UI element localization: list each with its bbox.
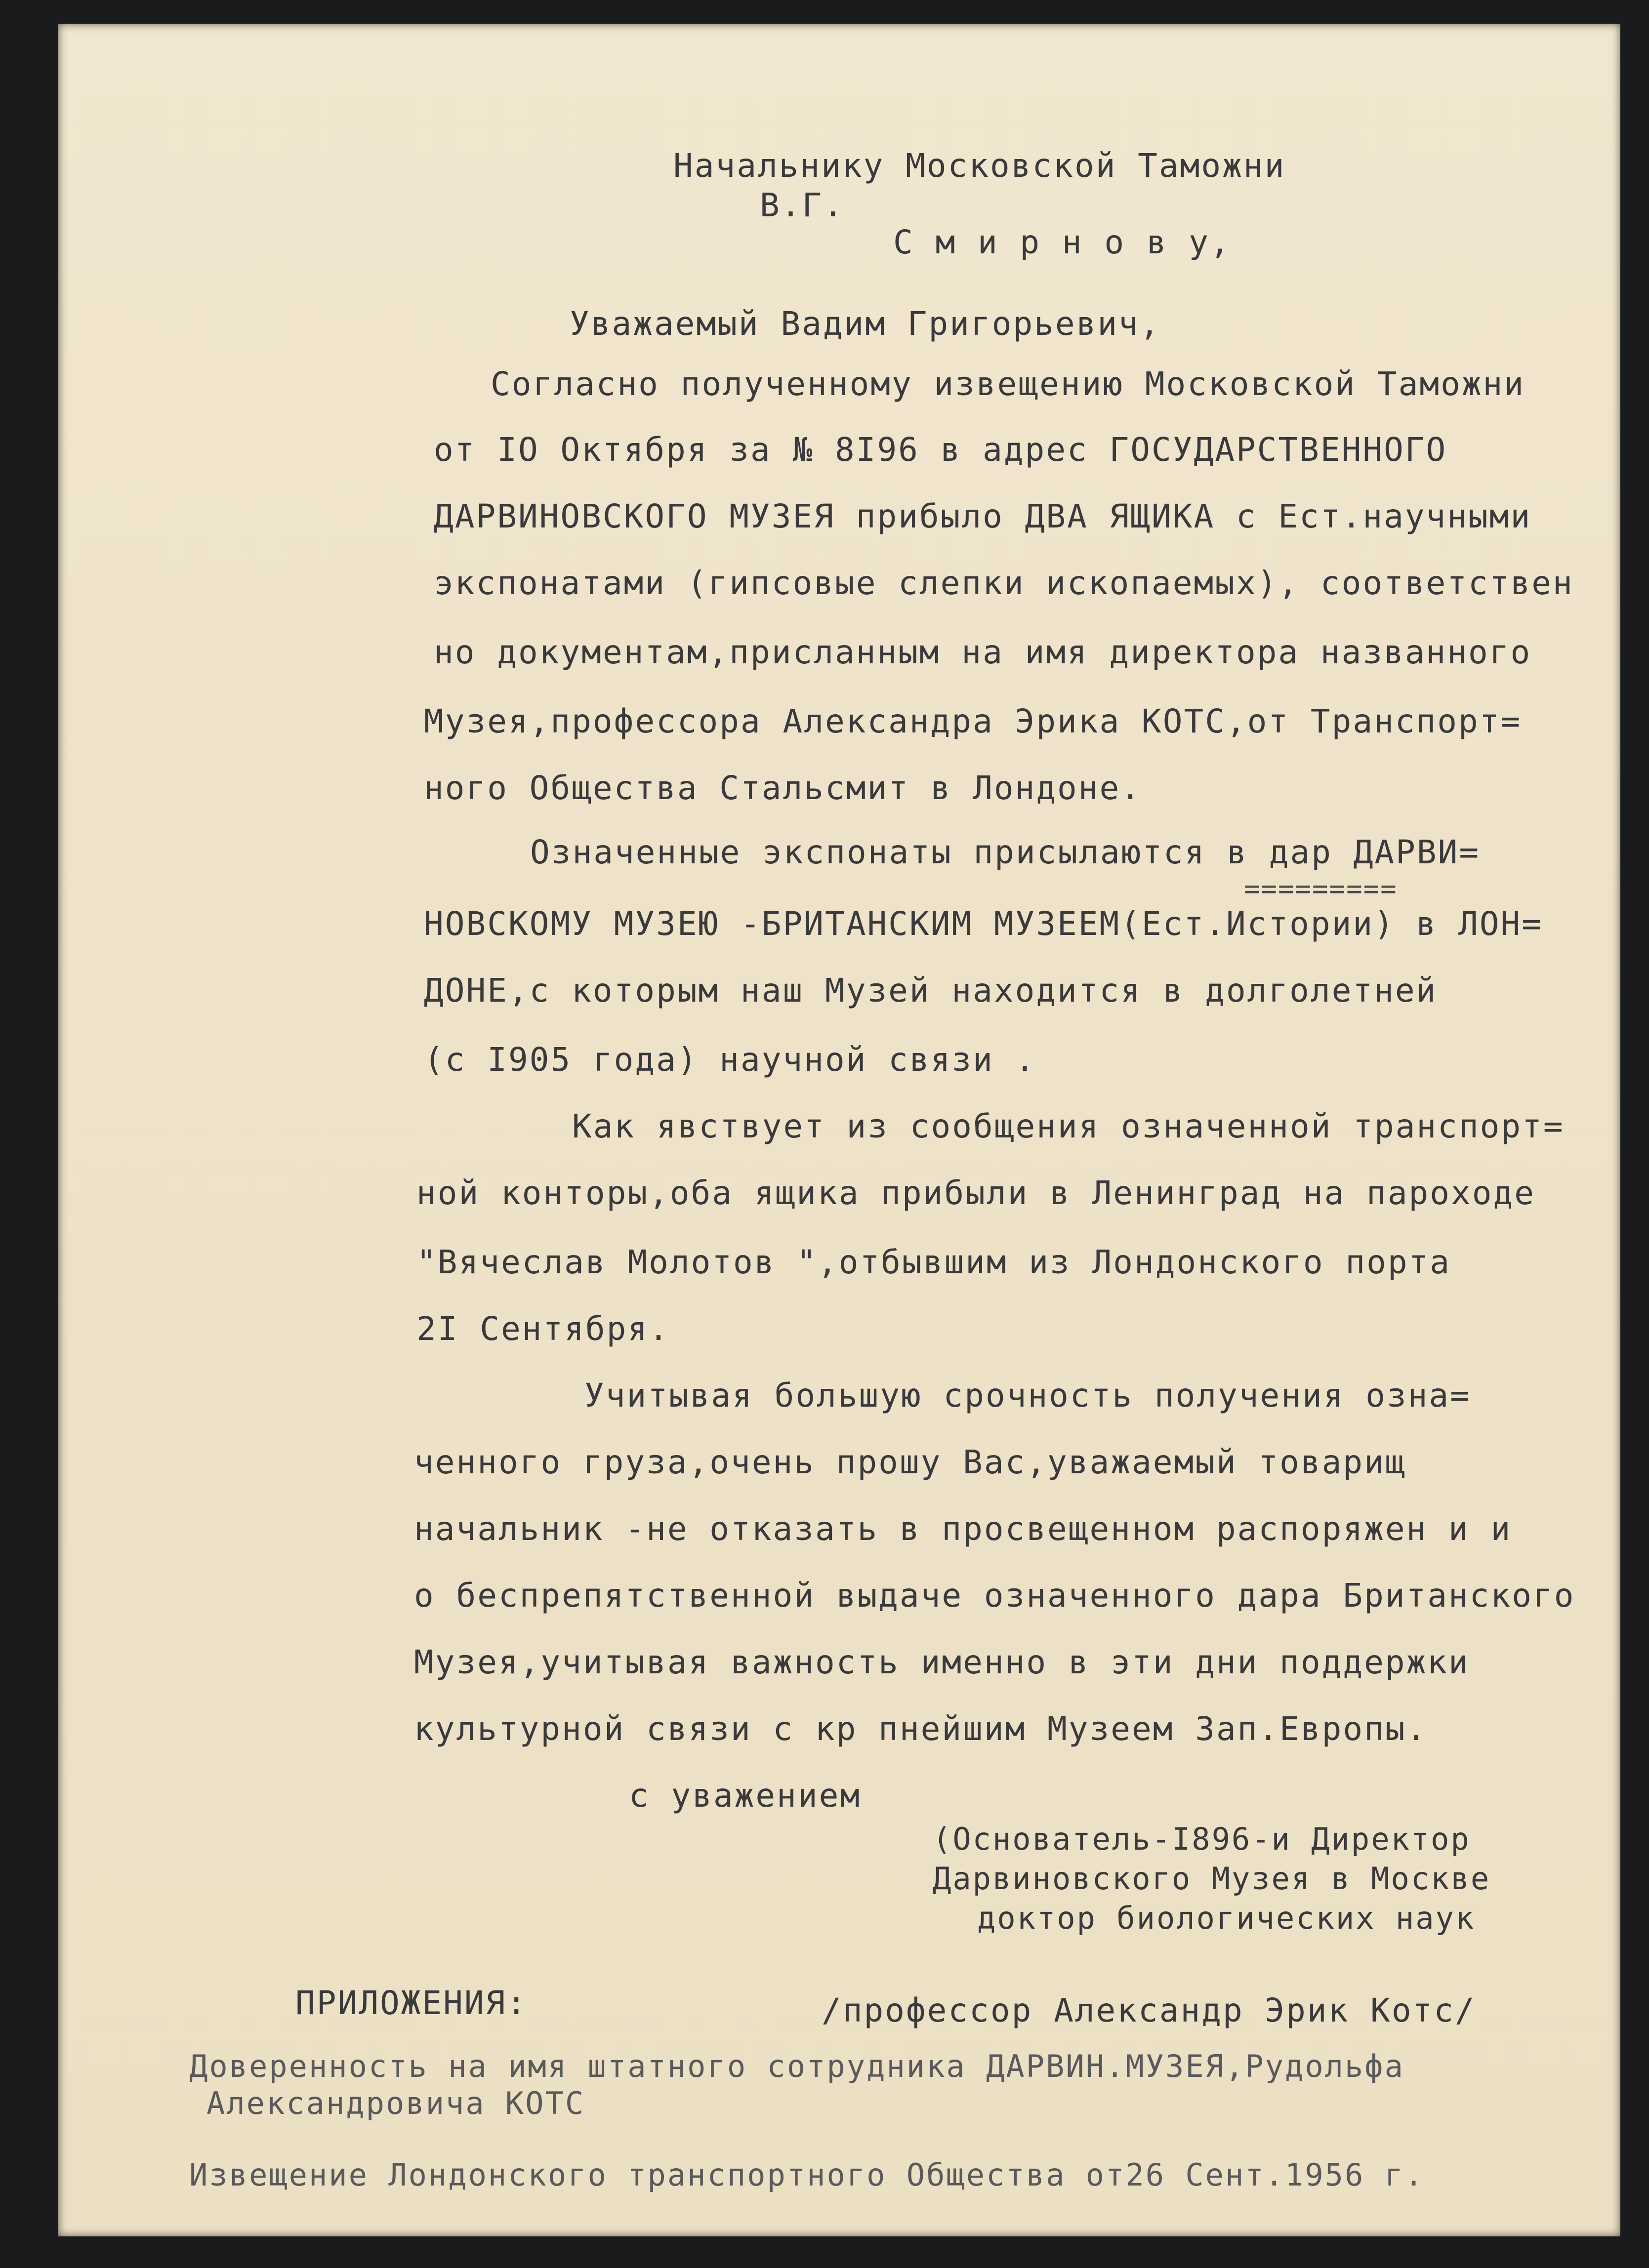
paragraph-line: НОВСКОМУ МУЗЕЮ -БРИТАНСКИМ МУЗЕЕМ(Ест.Истории) в ЛОН= — [424, 905, 1543, 943]
paragraph-line: ДОНЕ,с которым наш Музей находится в долголетней — [424, 972, 1438, 1010]
signature-line: (Основатель-I896-и Директор — [933, 1821, 1471, 1857]
signature-line: доктор биологических наук — [977, 1900, 1476, 1936]
attachment-line: Доверенность на имя штатного сотрудника ДАРВИН.МУЗЕЯ,Рудольфа — [189, 2048, 1404, 2084]
paragraph-line: 2I Сентября. — [416, 1310, 670, 1348]
closing: с уважением — [629, 1777, 862, 1815]
salutation: Уважаемый Вадим Григорьевич, — [570, 305, 1161, 343]
paragraph-line: Музея,профессора Александра Эрика КОТС,от Транспорт= — [424, 702, 1522, 740]
paragraph-line: ченного груза,очень прошу Вас,уважаемый товарищ — [414, 1443, 1406, 1481]
paragraph-line: Означенные экспонаты присылаются в дар ДАРВИ= — [530, 833, 1481, 871]
paragraph-line: Учитывая большую срочность получения озна= — [584, 1377, 1471, 1415]
paragraph-line: (с I905 года) научной связи . — [424, 1041, 1036, 1079]
paragraph-line: экспонатами (гипсовые слепки ископаемых), соответствен — [434, 564, 1574, 602]
paragraph-line: ного Общества Стальсмит в Лондоне. — [424, 769, 1142, 807]
addressee-surname: С м и р н о в у, — [893, 223, 1231, 261]
attachments-label: ПРИЛОЖЕНИЯ: — [295, 1984, 528, 2022]
paragraph-line: Музея,учитывая важность именно в эти дни поддержки — [414, 1643, 1470, 1681]
paragraph-line: от IO Октября за № 8I96 в адрес ГОСУДАРСТВЕННОГО — [434, 431, 1447, 469]
attachment-line: Извещение Лондонского транспортного Общества от26 Сент.1956 г. — [189, 2157, 1425, 2193]
paragraph-line: Согласно полученному извещению Московской Таможни — [491, 365, 1525, 403]
paragraph-line: ной конторы,оба ящика прибыли в Ленинград на пароходе — [416, 1174, 1535, 1212]
signatory: /профессор Александр Эрик Котс/ — [822, 1991, 1476, 2029]
paragraph-line: ДАРВИНОВСКОГО МУЗЕЯ прибыло ДВА ЯЩИКА с Ест.научными — [434, 497, 1532, 535]
paragraph-line: культурной связи с кр пнейшим Музеем Зап.Европы. — [414, 1710, 1428, 1748]
paragraph-line: начальник -не отказать в просвещенном распоряжен и и — [414, 1510, 1512, 1548]
document-page — [58, 24, 1620, 2236]
attachment-line: Александровича КОТС — [206, 2085, 585, 2121]
addressee-initials: В.Г. — [760, 186, 844, 224]
signature-line: Дарвиновского Музея в Москве — [933, 1861, 1491, 1897]
underline-mark: ========= — [1244, 873, 1398, 904]
paragraph-line: Как явствует из сообщения означенной транспорт= — [572, 1107, 1565, 1145]
paragraph-line: "Вячеслав Молотов ",отбывшим из Лондонского порта — [416, 1243, 1451, 1281]
paragraph-line: но документам,присланным на имя директора названного — [434, 633, 1532, 671]
addressee-line: Начальнику Московской Таможни — [673, 147, 1286, 185]
paragraph-line: о беспрепятственной выдаче означенного дара Британского — [414, 1577, 1575, 1615]
